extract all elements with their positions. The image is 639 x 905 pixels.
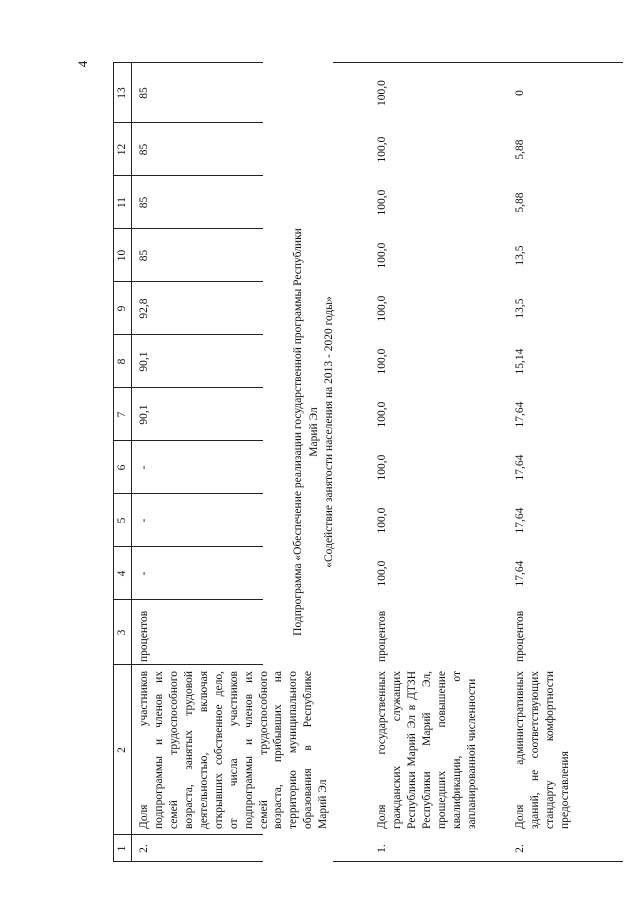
col-border (113, 175, 263, 176)
col-border (113, 599, 263, 600)
header-col-8: 8 (116, 358, 128, 365)
header-bottom-border (131, 62, 132, 862)
col-border (113, 62, 263, 63)
value-cell: 100,0 (376, 242, 388, 269)
value-cell: - (138, 571, 150, 576)
col-border (113, 281, 263, 282)
value-cell: 5,88 (514, 192, 526, 213)
value-cell: - (138, 518, 150, 523)
header-col-10: 10 (116, 249, 128, 262)
value-cell: 15,14 (514, 348, 526, 375)
value-cell: 100,0 (376, 560, 388, 587)
value-cell: 100,0 (376, 507, 388, 534)
value-cell: 100,0 (376, 80, 388, 106)
header-col-2: 2 (116, 747, 128, 753)
col-border (113, 834, 263, 835)
unit-cell: процентов (376, 610, 388, 662)
value-cell: 100,0 (376, 348, 388, 375)
col-border (113, 122, 263, 123)
row-number: 1. (376, 844, 388, 853)
value-cell: 17,64 (514, 507, 526, 534)
header-col-11: 11 (116, 196, 128, 209)
col-border (113, 228, 263, 229)
indicator-description: Доля административных зданий, не соответствующих стандарту комфортности предоставления (514, 671, 571, 829)
value-cell: 17,64 (514, 454, 526, 481)
col-border (113, 493, 263, 494)
value-cell: 92,8 (138, 298, 150, 319)
value-cell: 90,1 (138, 404, 150, 425)
header-col-9: 9 (116, 305, 128, 312)
row-number: 2. (138, 844, 150, 853)
value-cell: - (138, 465, 150, 470)
header-col-1: 1 (116, 845, 128, 852)
value-cell: 85 (138, 249, 150, 262)
col-border (113, 861, 263, 862)
header-col-12: 12 (116, 143, 128, 156)
value-cell: 90,1 (138, 351, 150, 372)
indicator-description: Доля участников подпрограммы и членов их семей трудоспособного возраста, занятых трудовой деятельностью, включая открывших собственное дело, от числа участников подпрограммы и членов их семей трудоспособного возраста, прибывших на территорию муниципального образования в Республике Марий Эл (138, 671, 330, 829)
subprogram-heading (291, 212, 338, 652)
value-cell: 85 (138, 143, 150, 156)
value-cell: 100,0 (376, 189, 388, 216)
col-border (113, 387, 263, 388)
header-col-5: 5 (116, 517, 128, 524)
value-cell: 13,5 (514, 245, 526, 266)
table-top-border (113, 62, 114, 862)
unit-cell: процентов (514, 610, 526, 662)
value-cell: 100,0 (376, 136, 388, 163)
rotated-table-sheet (113, 62, 623, 862)
header-col-3: 3 (116, 629, 128, 636)
subprogram-heading-line-1: Подпрограмма «Обеспечение реализации государственной программы Республики Марий Эл (292, 228, 320, 636)
header-col-7: 7 (116, 411, 128, 418)
value-cell: 17,64 (514, 401, 526, 428)
value-cell: 85 (138, 196, 150, 209)
col-border (113, 334, 263, 335)
row-number: 2. (514, 844, 526, 853)
value-cell: 100,0 (376, 401, 388, 428)
header-col-4: 4 (116, 570, 128, 577)
indicator-description: Доля государственных гражданских служащих Республики Марий Эл в ДТЗН Республики Марий Эл, прошедших повышение квалификации, от запланированной численности (376, 671, 478, 829)
value-cell: 85 (138, 87, 150, 99)
value-cell: 13,5 (514, 298, 526, 319)
col-border (113, 440, 263, 441)
header-col-6: 6 (116, 464, 128, 471)
col-border (113, 546, 263, 547)
value-cell: 17,64 (514, 560, 526, 587)
value-cell: 100,0 (376, 454, 388, 481)
value-cell: 5,88 (514, 139, 526, 160)
unit-cell: процентов (138, 610, 150, 662)
header-col-13: 13 (116, 87, 128, 99)
value-cell: 0 (514, 90, 526, 96)
page-number: 4 (75, 60, 90, 68)
subprogram-heading-line-2: «Содействие занятости населения на 2013 - 2020 годы» (323, 296, 336, 568)
value-cell: 100,0 (376, 295, 388, 322)
